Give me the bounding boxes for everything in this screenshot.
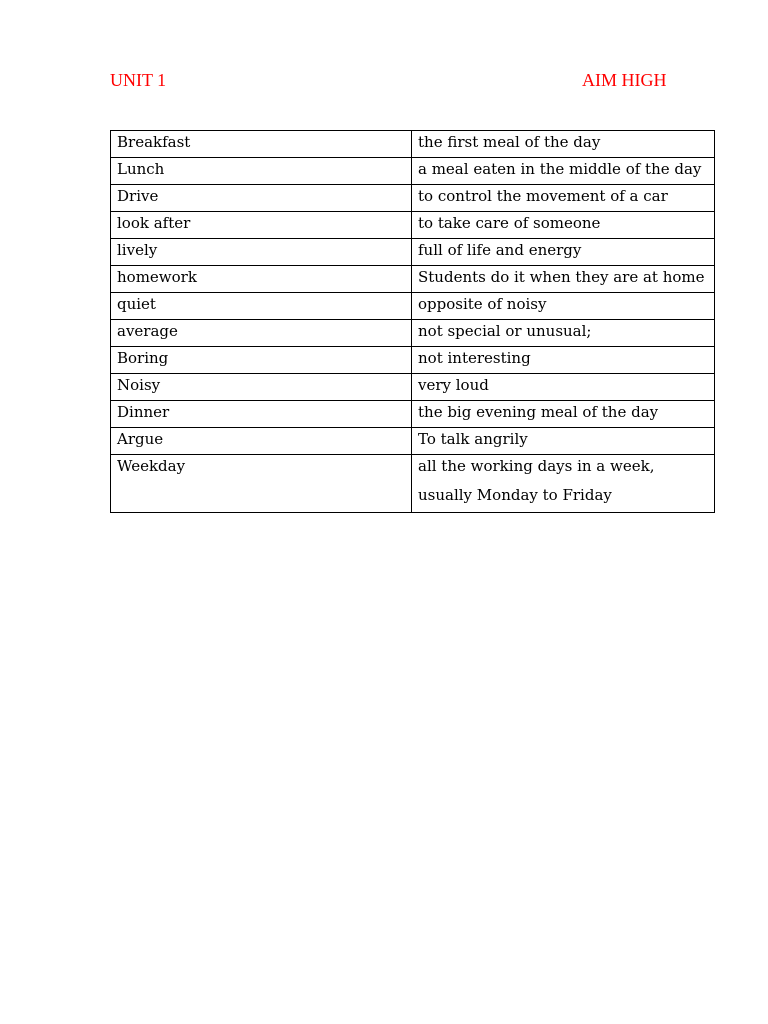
word-text: homework bbox=[117, 268, 197, 286]
word-text: Dinner bbox=[117, 403, 170, 421]
word-cell bbox=[111, 320, 412, 347]
word-text: quiet bbox=[117, 295, 156, 313]
word-text: average bbox=[117, 322, 178, 340]
definition-text: very loud bbox=[418, 376, 489, 394]
definition-text: a meal eaten in the middle of the day bbox=[418, 160, 702, 178]
word-text: Drive bbox=[117, 187, 159, 205]
definition-cell bbox=[412, 266, 715, 293]
word-text: Weekday bbox=[117, 457, 186, 475]
definition-text: not special or unusual; bbox=[418, 322, 592, 340]
word-text: Breakfast bbox=[117, 133, 191, 151]
word-cell bbox=[111, 293, 412, 320]
definition-text: the big evening meal of the day bbox=[418, 403, 659, 421]
definition-cell bbox=[412, 374, 715, 401]
table-row bbox=[111, 158, 715, 185]
table-row bbox=[111, 347, 715, 374]
definition-cell bbox=[412, 320, 715, 347]
word-cell bbox=[111, 158, 412, 185]
definition-text: the first meal of the day bbox=[418, 133, 601, 151]
table-row bbox=[111, 455, 715, 513]
definition-text: to take care of someone bbox=[418, 214, 601, 232]
word-cell bbox=[111, 239, 412, 266]
word-cell bbox=[111, 374, 412, 401]
definition-text: full of life and energy bbox=[418, 241, 582, 259]
word-text: lively bbox=[117, 241, 158, 259]
definition-cell bbox=[412, 239, 715, 266]
definition-text: all the working days in a week, usually Monday to Friday bbox=[418, 457, 655, 504]
table-row bbox=[111, 266, 715, 293]
definition-text: not interesting bbox=[418, 349, 531, 367]
definition-cell bbox=[412, 455, 715, 513]
table-row bbox=[111, 293, 715, 320]
definition-cell bbox=[412, 158, 715, 185]
table-row bbox=[111, 401, 715, 428]
table-row bbox=[111, 131, 715, 158]
definition-text: to control the movement of a car bbox=[418, 187, 668, 205]
word-cell bbox=[111, 266, 412, 293]
vocabulary-table bbox=[110, 130, 715, 513]
definition-cell bbox=[412, 212, 715, 239]
definition-text: opposite of noisy bbox=[418, 295, 547, 313]
definition-cell bbox=[412, 131, 715, 158]
course-title: AIM HIGH bbox=[582, 70, 667, 90]
word-text: Boring bbox=[117, 349, 169, 367]
word-text: Noisy bbox=[117, 376, 161, 394]
definition-cell bbox=[412, 293, 715, 320]
word-cell bbox=[111, 428, 412, 455]
word-cell bbox=[111, 455, 412, 513]
table-row bbox=[111, 185, 715, 212]
definition-cell bbox=[412, 401, 715, 428]
word-cell bbox=[111, 185, 412, 212]
word-cell bbox=[111, 401, 412, 428]
definition-cell bbox=[412, 347, 715, 374]
definition-cell bbox=[412, 185, 715, 212]
unit-title: UNIT 1 bbox=[110, 70, 167, 90]
word-text: look after bbox=[117, 214, 191, 232]
table-row bbox=[111, 320, 715, 347]
word-cell bbox=[111, 131, 412, 158]
table-row bbox=[111, 212, 715, 239]
table-row bbox=[111, 374, 715, 401]
word-cell bbox=[111, 212, 412, 239]
definition-text: To talk angrily bbox=[418, 430, 528, 448]
word-text: Lunch bbox=[117, 160, 165, 178]
table-row bbox=[111, 239, 715, 266]
word-text: Argue bbox=[117, 430, 164, 448]
definition-text: Students do it when they are at home bbox=[418, 268, 705, 286]
word-cell bbox=[111, 347, 412, 374]
